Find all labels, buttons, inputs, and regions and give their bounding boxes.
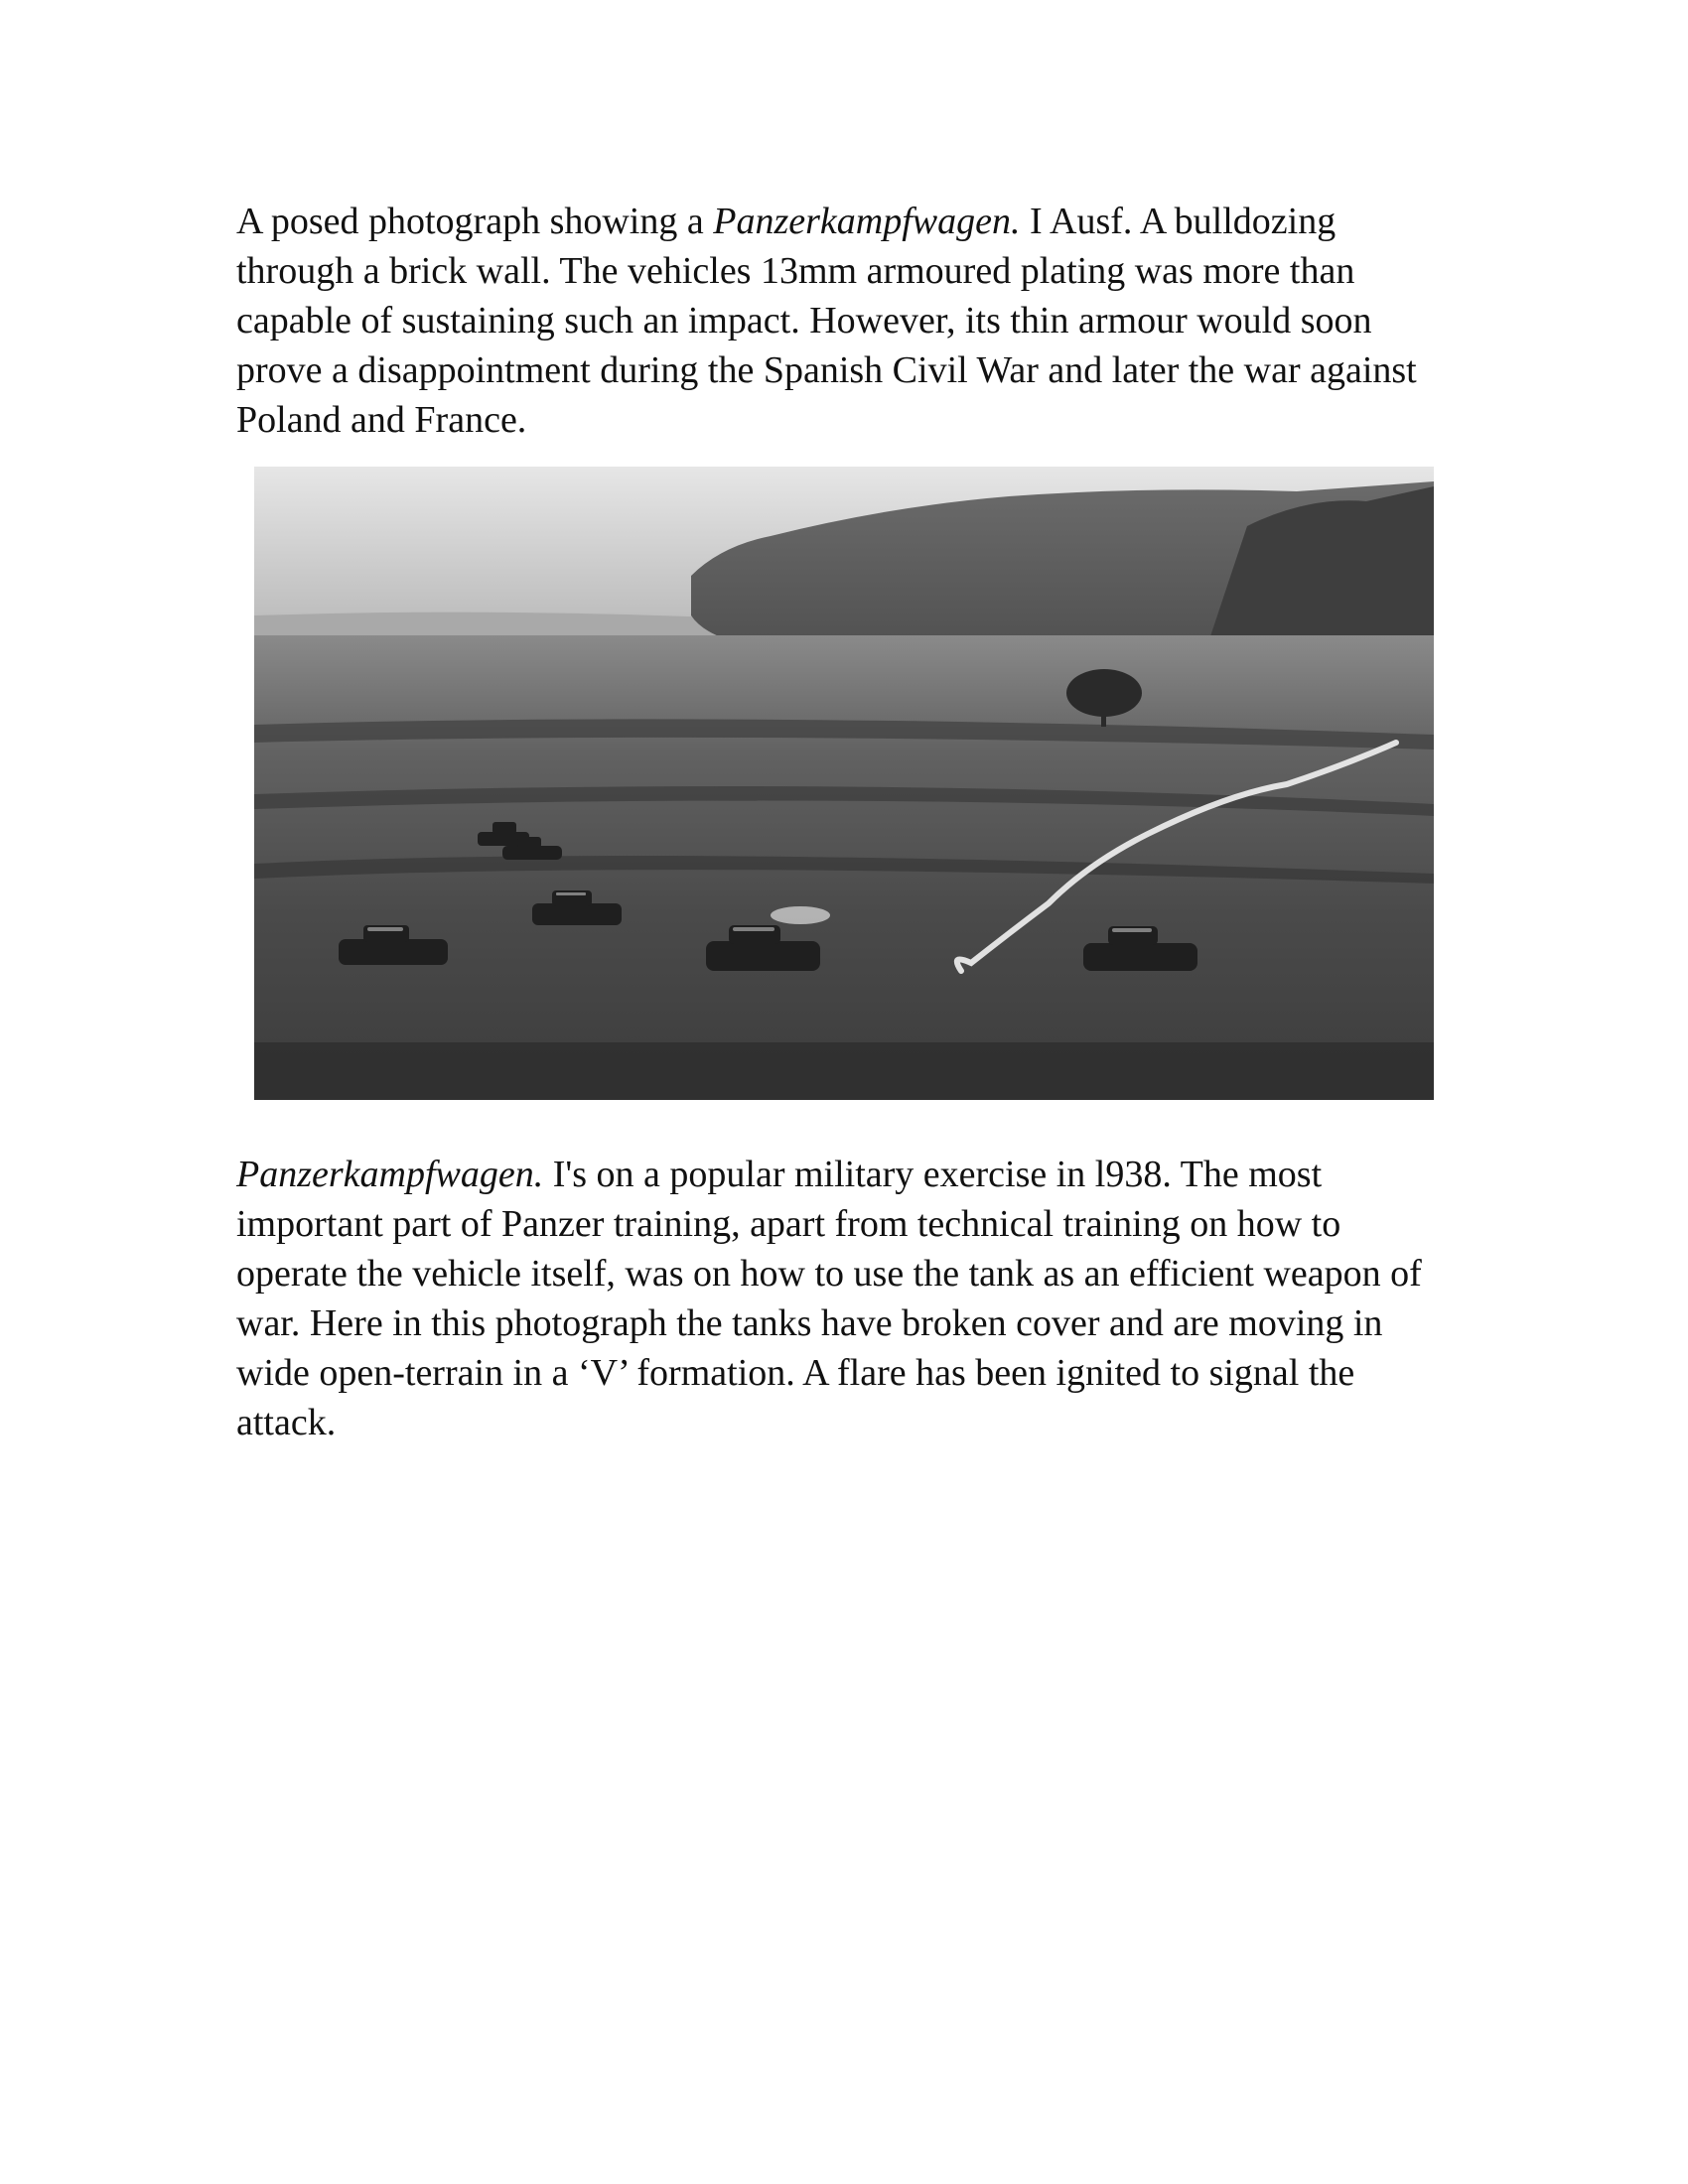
tanks-in-field-photo xyxy=(254,467,1434,1100)
caption-italic-term: Panzerkampfwagen. xyxy=(713,201,1021,242)
caption-text: I's on a popular military exercise in l938. The most important part of Panzer training, apart from technical training on how to operate the vehicle itself, was on how to use the tank as an efficient weapon of war. Here in this photograph the tanks have broken cover and are moving in wide open-terrain in a ‘V’ formation. A flare has been ignited to signal the attack. xyxy=(236,1154,1422,1443)
photo-caption-top xyxy=(236,197,1458,445)
caption-text: A posed photograph showing a xyxy=(236,201,714,242)
photo-illustration xyxy=(254,467,1434,1100)
photo-caption-bottom xyxy=(236,1150,1458,1447)
caption-italic-term: Panzerkampfwagen. xyxy=(236,1154,544,1195)
caption-text: I Ausf. A bulldozing through a brick wall. The vehicles 13mm armoured plating was more than capable of sustaining such an impact. However, its thin armour would soon prove a disappointment during the Spanish Civil War and later the war against Poland and France. xyxy=(236,201,1417,441)
